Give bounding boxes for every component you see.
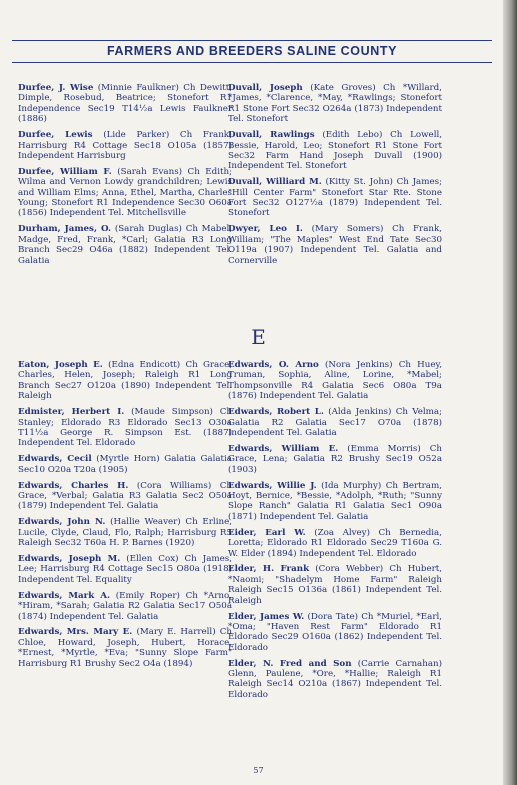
entry-name: Durfee, William F. [18,166,112,177]
entry-details: (Mary Somers) Ch Frank, William; "The Maples" West End Tate Sec30 O119a (1907) Independent Tel. Galatia and Cornerville [228,224,443,266]
entry-details: (Maude Simpson) Ch Stanley; Eldorado R3 Eldorado Sec13 O30a T11½a George R. Simpson Est. (1887) Independent Tel. Eldorado [18,407,233,449]
entry-details: (Emma Morris) Ch Grace, Lena; Galatia R2 Brushy Sec19 O52a (1903) [228,443,442,475]
directory-entry [228,444,442,475]
entry-name: Edwards, William E. [228,443,339,454]
entry-name: Edmister, Herbert I. [18,407,125,418]
directory-entry [18,407,232,449]
directory-entry [228,481,442,523]
entry-name: Durham, James, O. [18,224,112,235]
entry-name: Elder, H. Frank [228,564,310,575]
entry-details: (Kate Groves) Ch *Willard, *James, *Clarence, *May, *Rawlings; Stonefort R1 Stone Fort Sec32 O264a (1873) Independent Tel. Stonefort [228,83,443,125]
entry-details: (Edith Lebo) Ch Lowell, Bessie, Harold, Leo; Stonefort R1 Stone Fort Sec32 Farm Hand Joseph Duvall (1900) Independent Tel. Stonefort [228,130,443,172]
directory-entry [18,224,232,266]
entry-name: Edwards, Willie J. [228,480,317,491]
directory-entry [228,659,442,701]
entry-details: (Cora Williams) Ch Grace, *Verbal; Galatia R3 Galatia Sec2 O50a (1879) Independent Tel. Galatia [18,480,232,512]
directory-entry [18,517,232,548]
entry-details: (Ida Murphy) Ch Bertram, Hoyt, Bernice, *Bessie, *Adolph, *Ruth; "Sunny Slope Ranch" Galatia R1 Galatia Sec1 O90a (1871) Independent Tel. Galatia [228,480,442,522]
entry-details: (Minnie Faulkner) Ch Dewitt, Dimple, Rosebud, Beatrice; Stonefort R1 Independence Sec19 T14½a Lewis Faulkner (1886) [18,83,232,125]
entry-name: Duvall, Rawlings [228,130,315,141]
entry-details: (Mary E. Harrell) Ch Chloe, Howard, Joseph, Hubert, Horace, *Ernest, *Myrtle, *Eva; "Sunny Slope Farm" Harrisburg R1 Brushy Sec2 O4a (1894) [18,627,232,669]
page-title: FARMERS AND BREEDERS SALINE COUNTY [106,44,398,58]
header-rule-bottom [12,62,492,63]
entry-name: Edwards, Cecil [18,454,92,465]
entry-name: Edwards, Robert L. [228,407,324,418]
entry-details: (Hallie Weaver) Ch Erline, Lucile, Clyde, Claud, Flo, Ralph; Harrisburg R5 Raleigh Sec32 T60a H. P. Barnes (1920) [18,517,232,549]
directory-entry [228,177,442,219]
entry-details: (Cora Webber) Ch Hubert, *Naomi; "Shadelym Home Farm" Raleigh Raleigh Sec15 O136a (1861) Independent Tel. Raleigh [228,564,442,606]
directory-entry [228,612,442,654]
entry-name: Duvall, Williard M. [228,177,322,188]
directory-entry [228,83,442,125]
entry-details: (Nora Jenkins) Ch Huey, Truman, Sophia, Aline, Lorine, *Mabel; Thompsonville R4 Galatia Sec6 O80a T9a (1876) Independent Tel. Galatia [228,360,442,402]
entry-name: Edwards, Mark A. [18,590,110,601]
entry-name: Eaton, Joseph E. [18,360,103,370]
directory-entry [18,360,232,402]
directory-entry [228,360,442,402]
page-number: 57 [253,766,264,775]
entry-name: Elder, James W. [228,611,305,622]
entry-name: Edwards, O. Arno [228,360,319,370]
entry-name: Elder, N. Fred and Son [228,658,352,669]
column-bottom-right [228,360,442,706]
book-binding-edge [503,0,517,785]
directory-entry [228,564,442,606]
column-top-right [228,83,442,272]
directory-entry [18,591,232,622]
directory-entry [18,554,232,585]
directory-entry [228,407,442,438]
entry-details: (Alda Jenkins) Ch Velma; Galatia R2 Galatia Sec17 O70a (1878) Independent Tel. Galatia [228,407,443,438]
entry-details: (Edna Endicott) Ch Grace, Charles, Helen, Joseph; Raleigh R1 Long Branch Sec27 O120a (1890) Independent Tel. Raleigh [18,360,233,402]
column-bottom-left [18,360,232,675]
entry-details: (Myrtle Horn) Galatia Galatia Sec10 O20a T20a (1905) [18,454,232,475]
directory-entry [18,481,232,512]
directory-entry [18,627,232,669]
directory-entry [18,130,232,161]
entry-name: Duvall, Joseph [228,83,303,93]
entry-name: Edwards, John N. [18,517,106,528]
entry-details: (Dora Tate) Ch *Muriel, *Earl, *Oma; "Haven Rest Farm" Eldorado R1 Eldorado Sec29 O160a (1862) Independent Tel. Eldorado [228,611,443,653]
entry-name: Edwards, Mrs. Mary E. [18,627,133,638]
entry-details: (Sarah Duglas) Ch Mabel, Madge, Fred, Frank, *Carl; Galatia R3 Long Branch Sec29 O46a (1882) Independent Tel. Galatia [18,224,232,266]
directory-entry [18,83,232,125]
entry-details: (Lide Parker) Ch Frank; Harrisburg R4 Cottage Sec18 O105a (1857) Independent Harrisburg [18,130,232,161]
directory-entry [18,167,232,219]
entry-details: (Carrie Carnahan) Glenn, Paulene, *Ore, *Hallie; Raleigh R1 Raleigh Sec14 O210a (1867) Independent Tel. Eldorado [228,658,442,700]
header-rule-top [12,40,492,41]
entry-name: Eider, Earl W. [228,527,306,538]
directory-entry [18,454,232,475]
entry-name: Edwards, Joseph M. [18,554,121,564]
entry-name: Durfee, Lewis [18,130,93,141]
directory-entry [228,528,442,559]
entry-details: (Sarah Evans) Ch Edith; Wilma and Vernon Lowdy grandchildren; Lewis and William Elms; Anna, Ethel, Martha, Charles Young; Stonefort R1 Independence Sec30 O60a (1856) Independent Tel. Mitchellsville [18,166,232,219]
directory-entry [228,224,442,266]
directory-entry [228,130,442,172]
entry-name: Dwyer, Leo I. [228,224,303,235]
page-header [12,40,492,63]
column-top-left [18,83,232,272]
section-letter: E [251,325,266,349]
entry-details: (Emily Roper) Ch *Arno, *Hiram, *Sarah; Galatia R2 Galatia Sec17 O50a (1874) Independent Tel. Galatia [18,590,232,622]
entry-details: (Kitty St. John) Ch James; "Hill Center Farm" Stonefort Star Rte. Stone Fort Sec32 O127½a (1879) Independent Tel. Stonefort [228,177,442,219]
entry-name: Durfee, J. Wise [18,83,94,93]
entry-details: (Zoa Alvey) Ch Bernedia, Loretta; Eldorado R1 Eldorado Sec29 T160a G. W. Elder (1894) Independent Tel. Eldorado [228,527,442,559]
entry-name: Edwards, Charles H. [18,480,129,491]
entry-details: (Ellen Cox) Ch James, Lee; Harrisburg R4 Cottage Sec15 O80a (1918) Independent Tel. Equality [18,554,232,585]
